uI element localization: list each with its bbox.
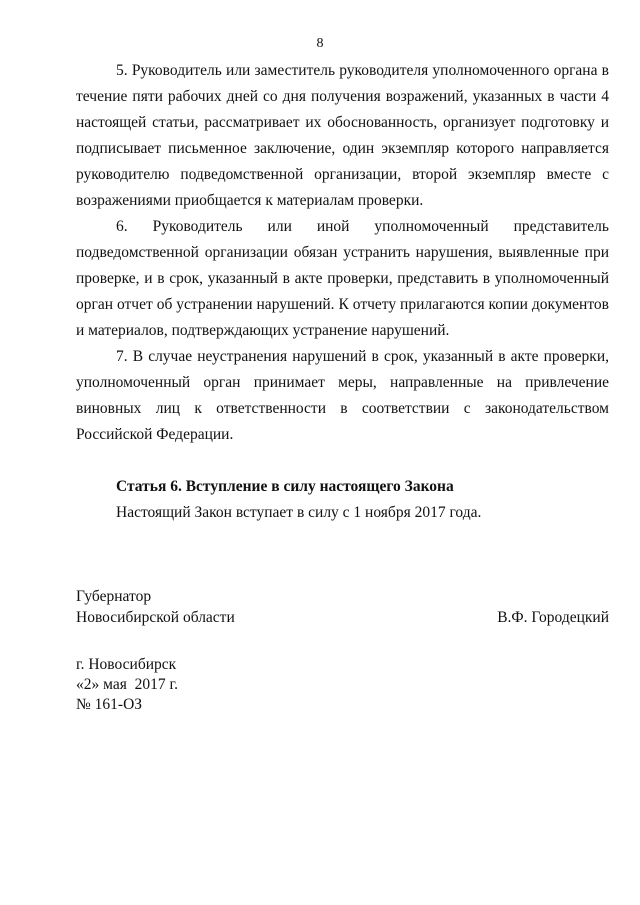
signing-date: «2» мая 2017 г. (76, 676, 178, 693)
law-number: № 161-ОЗ (76, 696, 143, 713)
governor-name: В.Ф. Городецкий (497, 609, 609, 626)
place-date-block (76, 655, 376, 715)
law-body (76, 58, 609, 448)
paragraph-6: 6. Руководитель или иной уполномоченный представитель подведомственной организации обязан устранить нарушения, выявленные при проверке, и в срок, указанный в акте проверки, представить в уполномоченный орган отчет об устранении нарушений. К отчету прилагаются копии документов и материалов, подтверждающих устранение нарушений. (76, 218, 609, 339)
governor-title: Губернатор (76, 588, 152, 605)
region-name: Новосибирской области (76, 609, 235, 626)
signature-block (76, 586, 609, 628)
city: г. Новосибирск (76, 656, 177, 673)
article-text: Настоящий Закон вступает в силу с 1 ноября 2017 года. (116, 504, 482, 521)
article-6 (116, 474, 609, 526)
paragraph-7: 7. В случае неустранения нарушений в срок, указанный в акте проверки, уполномоченный орган принимает меры, направленные на привлечение виновных лиц к ответственности в соответствии с законодательством Российской Федерации. (76, 348, 609, 443)
signature-row (76, 607, 609, 628)
page-number: 8 (316, 36, 324, 51)
article-heading: Статья 6. Вступление в силу настоящего Закона (116, 478, 454, 495)
paragraph-5: 5. Руководитель или заместитель руководителя уполномоченного органа в течение пяти рабочих дней со дня получения возражений, указанных в части 4 настоящей статьи, рассматривает их обоснованность, организует подготовку и подписывает письменное заключение, один экземпляр которого направляется руководителю подведомственной организации, второй экземпляр вместе с возражениями приобщается к материалам проверки. (76, 62, 609, 209)
